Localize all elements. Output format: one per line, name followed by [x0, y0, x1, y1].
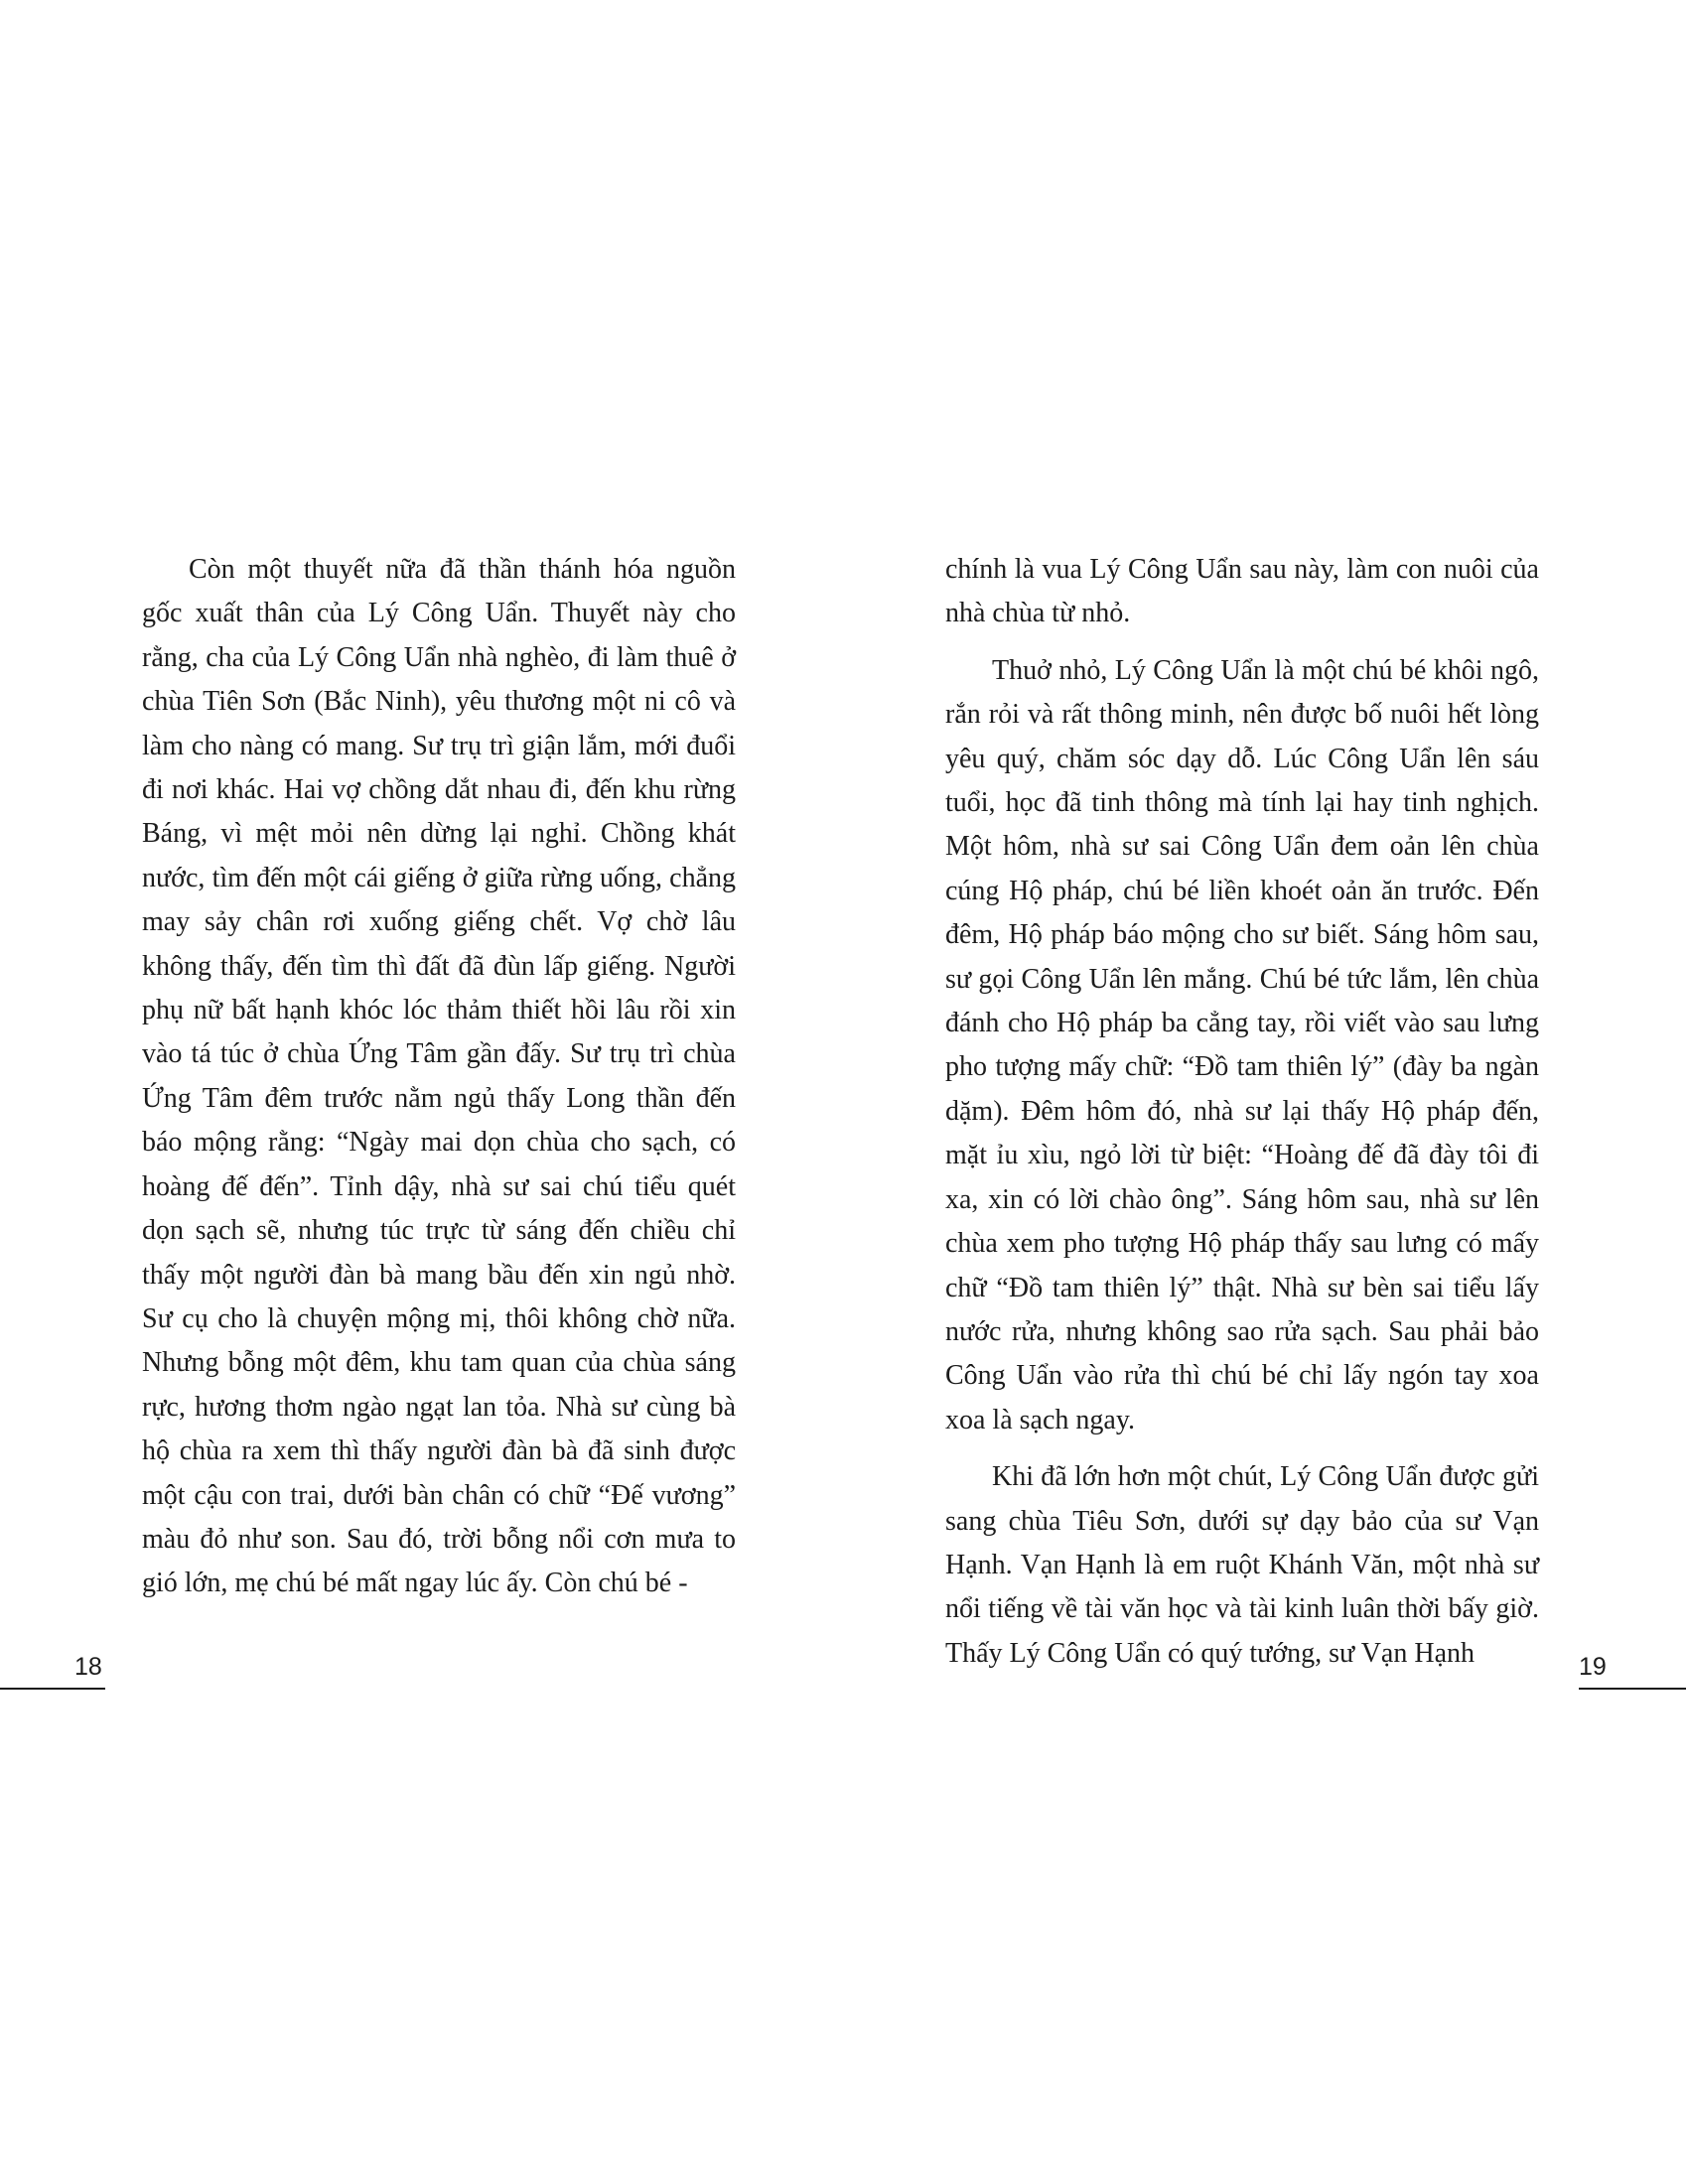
left-page-text	[142, 548, 736, 1606]
paragraph-continuation: chính là vua Lý Công Uẩn sau này, làm con nuôi của nhà chùa từ nhỏ.	[945, 554, 1539, 629]
paragraph: Khi đã lớn hơn một chút, Lý Công Uẩn được gửi sang chùa Tiêu Sơn, dưới sự dạy bảo của sư Vạn Hạnh. Vạn Hạnh là em ruột Khánh Văn, một nhà sư nổi tiếng về tài văn học và tài kinh luân thời bấy giờ. Thấy Lý Công Uẩn có quý tướng, sư Vạn Hạnh	[945, 1461, 1539, 1669]
right-page-text	[945, 548, 1539, 1676]
folio-rule	[1579, 1688, 1686, 1690]
folio-rule	[0, 1688, 105, 1690]
page-number: 18	[74, 1653, 102, 1681]
right-page	[844, 0, 1688, 2184]
page-number: 19	[1579, 1653, 1607, 1681]
paragraph: Thuở nhỏ, Lý Công Uẩn là một chú bé khôi ngô, rắn rỏi và rất thông minh, nên được bố nuôi hết lòng yêu quý, chăm sóc dạy dỗ. Lúc Công Uẩn lên sáu tuổi, học đã tinh thông mà tính lại hay tinh nghịch. Một hôm, nhà sư sai Công Uẩn đem oản lên chùa cúng Hộ pháp, chú bé liền khoét oản ăn trước. Đến đêm, Hộ pháp báo mộng cho sư biết. Sáng hôm sau, sư gọi Công Uẩn lên mắng. Chú bé tức lắm, lên chùa đánh cho Hộ pháp ba cẳng tay, rồi viết vào sau lưng pho tượng mấy chữ: “Đồ tam thiên lý” (đày ba ngàn dặm). Đêm hôm đó, nhà sư lại thấy Hộ pháp đến, mặt ỉu xìu, ngỏ lời từ biệt: “Hoàng đế đã đày tôi đi xa, xin có lời chào ông”. Sáng hôm sau, nhà sư lên chùa xem pho tượng Hộ pháp thấy sau lưng có mấy chữ “Đồ tam thiên lý” thật. Nhà sư bèn sai tiểu lấy nước rửa, nhưng không sao rửa sạch. Sau phải bảo Công Uẩn vào rửa thì chú bé chỉ lấy ngón tay xoa xoa là sạch ngay.	[945, 654, 1539, 1435]
paragraph: Còn một thuyết nữa đã thần thánh hóa nguồn gốc xuất thân của Lý Công Uẩn. Thuyết này cho rằng, cha của Lý Công Uẩn nhà nghèo, đi làm thuê ở chùa Tiên Sơn (Bắc Ninh), yêu thương một ni cô và làm cho nàng có mang. Sư trụ trì giận lắm, mới đuổi đi nơi khác. Hai vợ chồng dắt nhau đi, đến khu rừng Báng, vì mệt mỏi nên dừng lại nghỉ. Chồng khát nước, tìm đến một cái giếng ở giữa rừng uống, chẳng may sảy chân rơi xuống giếng chết. Vợ chờ lâu không thấy, đến tìm thì đất đã đùn lấp giếng. Người phụ nữ bất hạnh khóc lóc thảm thiết hồi lâu rồi xin vào tá túc ở chùa Ứng Tâm gần đấy. Sư trụ trì chùa Ứng Tâm đêm trước nằm ngủ thấy Long thần đến báo mộng rằng: “Ngày mai dọn chùa cho sạch, có hoàng đế đến”. Tỉnh dậy, nhà sư sai chú tiểu quét dọn sạch sẽ, nhưng túc trực từ sáng đến chiều chỉ thấy một người đàn bà mang bầu đến xin ngủ nhờ. Sư cụ cho là chuyện mộng mị, thôi không chờ nữa. Nhưng bỗng một đêm, khu tam quan của chùa sáng rực, hương thơm ngào ngạt lan tỏa. Nhà sư cùng bà hộ chùa ra xem thì thấy người đàn bà đã sinh được một cậu con trai, dưới bàn chân có chữ “Đế vương” màu đỏ như son. Sau đó, trời bỗng nổi cơn mưa to gió lớn, mẹ chú bé mất ngay lúc ấy. Còn chú bé -	[142, 554, 736, 1599]
